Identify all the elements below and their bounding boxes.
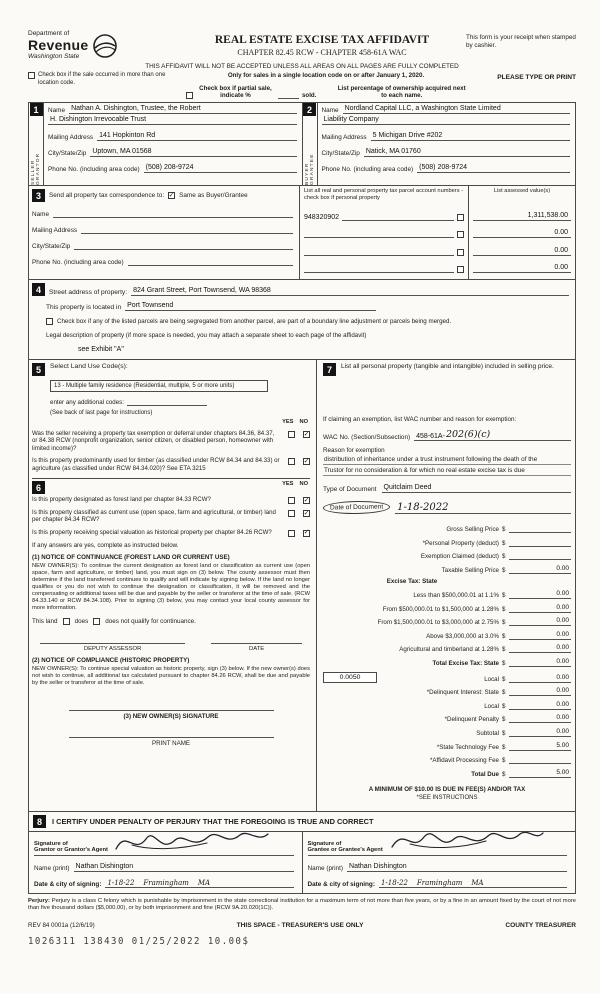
- personal-property-checkbox-2[interactable]: [457, 231, 464, 238]
- minimum-due-note: A MINIMUM OF $10.00 IS DUE IN FEE(S) AND/OR TAX: [368, 785, 526, 793]
- tax-correspondence-section: [29, 186, 575, 280]
- personal-property-title: List all personal property (tangible and intangible) included in selling price.: [341, 363, 554, 370]
- treasurer-space-label: THIS SPACE - TREASURER'S USE ONLY: [236, 922, 364, 929]
- form-body: [28, 102, 576, 894]
- assessed-value-2[interactable]: 0.00: [473, 229, 571, 238]
- wac-number-printed: 458-61A-: [416, 433, 445, 440]
- q1-yes-checkbox[interactable]: [288, 431, 295, 438]
- segregated-checkbox[interactable]: [46, 318, 53, 325]
- signature-of-label: Signature of: [34, 840, 68, 847]
- exemption-deferral-question: Was the seller receiving a property tax exemption or deferral under chapters 84.36, 84.37, or 84.38 RCW (nonprofit organization, senior citizen, or disabled person, homeowner with limited income)?: [32, 430, 275, 452]
- personal-property-checkbox-1[interactable]: [457, 214, 464, 221]
- check-icon: ✓: [303, 430, 310, 438]
- send-correspondence-label: Send all property tax correspondence to:: [49, 192, 165, 199]
- only-note: Only for sales in a single location code on or after January 1, 2020.: [227, 72, 425, 79]
- date-of-document-field[interactable]: 1-18-2022: [395, 502, 571, 514]
- affidavit-processing-fee-label: *Affidavit Processing Fee: [429, 757, 499, 765]
- assessed-value-1[interactable]: 1,311,538.00: [473, 212, 571, 221]
- delinquent-interest-local-field[interactable]: 0.00: [509, 701, 571, 710]
- legal-description-label: Legal description of property (if more space is needed, you may attach a separate sheet to each page of the affidavit): [46, 332, 367, 339]
- same-as-buyer-checkbox[interactable]: [168, 192, 175, 199]
- delinquent-interest-state-label: *Delinquent Interest: State: [426, 689, 499, 697]
- type-of-document-field[interactable]: Quitclaim Deed: [382, 484, 571, 493]
- seller-vertical-label: SELLER: [31, 159, 36, 185]
- tier1-field[interactable]: 0.00: [509, 590, 571, 599]
- seller-csz-field[interactable]: Uptown, MA 01568: [90, 148, 296, 157]
- delinquent-penalty-field[interactable]: 0.00: [509, 714, 571, 723]
- seller-phone-field[interactable]: (508) 208-9724: [144, 164, 297, 173]
- historic-yes-checkbox[interactable]: [288, 530, 295, 537]
- dollar-sign: $: [502, 553, 506, 561]
- gross-selling-price-label: Gross Selling Price: [446, 526, 499, 533]
- subtotal-field[interactable]: 0.00: [509, 728, 571, 737]
- designation-section: [32, 478, 310, 747]
- perjury-body: Perjury is a class C felony which is punishable by imprisonment in the state correctional institution for a maximum term of not more than five years, or by a fine in an amount fixed by the court of not more than five thousand dollars ($5,000.00), or by both imprisonment and fine (RCW 9A.20.020(1C)).: [28, 898, 576, 911]
- perjury-notice: [28, 898, 576, 912]
- seller-mailing-label: Mailing Address: [48, 134, 94, 141]
- cashier-stamp: 1026311 138430 01/25/2022 10.00$: [28, 936, 250, 948]
- check-icon: ✓: [303, 457, 310, 465]
- dept-state: Washington State: [28, 53, 80, 60]
- exemption-claimed-label: Exemption Claimed (deduct): [420, 553, 499, 561]
- parcel-line-1[interactable]: [342, 212, 454, 221]
- form-chapter: CHAPTER 82.45 RCW - CHAPTER 458-61A WAC: [237, 48, 407, 57]
- grantee-name-print-field[interactable]: Nathan Dishington: [347, 863, 567, 872]
- deputy-assessor-label: DEPUTY ASSESSOR: [40, 643, 185, 652]
- street-address-field[interactable]: 824 Grant Street, Port Townsend, WA 98368: [131, 287, 569, 296]
- delinquent-penalty-label: *Delinquent Penalty: [444, 716, 499, 724]
- dollar-sign: $: [502, 566, 506, 574]
- q2-yes-checkbox[interactable]: [288, 458, 295, 465]
- partial-sale-percent-field[interactable]: [278, 92, 299, 99]
- tier4-field[interactable]: 0.00: [509, 631, 571, 640]
- partial-sale-label: Check box if partial sale, indicate %: [199, 85, 272, 99]
- rev-form-number: REV 84 0001a (12/6/19): [28, 922, 95, 929]
- state-technology-fee-field[interactable]: 5.00: [509, 742, 571, 751]
- located-in-field[interactable]: Port Townsend: [125, 302, 376, 311]
- total-due-field[interactable]: 5.00: [509, 769, 571, 778]
- this-land-label: This land: [32, 617, 58, 625]
- parcel-numbers-header: List all real and personal property tax parcel account numbers - check box if personal property: [304, 188, 464, 201]
- buyer-section: [303, 103, 576, 185]
- buyer-mailing-field[interactable]: 5 Michigan Drive #202: [371, 132, 570, 141]
- form-title: REAL ESTATE EXCISE TAX AFFIDAVIT: [214, 34, 430, 46]
- buyer-csz-label: City/State/Zip: [321, 150, 360, 157]
- personal-property-column: [317, 360, 575, 811]
- check-icon: ✓: [303, 529, 310, 537]
- no-header: NO: [299, 419, 308, 425]
- land-use-title: Select Land Use Code(s):: [50, 363, 128, 370]
- historic-property-question: Is this property receiving special valuation as historical property per chapter 84.26 RCW?: [32, 528, 272, 536]
- see-instructions-note: *SEE INSTRUCTIONS: [416, 794, 478, 801]
- grantee-signature: [386, 825, 546, 857]
- section-3-number: 3: [32, 189, 45, 202]
- parcel-line-3[interactable]: [304, 247, 454, 256]
- additional-codes-label: enter any additional codes:: [50, 399, 124, 406]
- q2-no-checkbox[interactable]: [303, 458, 310, 465]
- delinquent-interest-local-label: Local: [484, 702, 499, 710]
- section-8-number: 8: [33, 815, 46, 828]
- same-as-buyer-label: Same as Buyer/Grantee: [179, 192, 248, 199]
- forest-yes-checkbox[interactable]: [288, 497, 295, 504]
- print-name-caption: PRINT NAME: [151, 739, 191, 747]
- new-owner-signature-caption: (3) NEW OWNER(S) SIGNATURE: [123, 712, 219, 720]
- dollar-sign: $: [502, 605, 506, 613]
- county-treasurer-label: COUNTY TREASURER: [505, 922, 576, 929]
- taxable-selling-price-label: Taxable Selling Price: [441, 566, 499, 574]
- corr-name-field[interactable]: [53, 209, 293, 218]
- assessed-value-3[interactable]: 0.00: [473, 247, 571, 256]
- subtotal-label: Subtotal: [476, 729, 499, 737]
- does-not-label: does not qualify for continuance.: [105, 617, 196, 625]
- certify-text: I CERTIFY UNDER PENALTY OF PERJURY THAT THE FOREGOING IS TRUE AND CORRECT: [52, 817, 374, 826]
- dollar-sign: $: [502, 770, 506, 778]
- tier3-field[interactable]: 0.00: [509, 617, 571, 626]
- exemption-intro: If claiming an exemption, list WAC number and reason for exemption:: [323, 416, 517, 423]
- section-7-number: 7: [323, 363, 336, 376]
- check-icon: ✓: [303, 509, 310, 517]
- notice-continuance-body: NEW OWNER(S): To continue the current designation as forest land or classification as current use (open space, farm and agriculture, or timber) land, you must sign on (3) below. The county assessor must then determine if the land transferred continues to qualify and will indicate by signing below. If the land no longer qualifies or you do not wish to continue the designation or classification, it will be removed and the compensating or additional taxes will be due and payable by the seller or transferor at the time of sale. (RCW 84.33.140 or RCW 84.34.108). Prior to signing (3) below, you may contact your local county assessor for more information.: [32, 562, 310, 611]
- timber-agriculture-question: Is this property predominantly used for timber (as classified under RCW 84.34 and 84.33) or agriculture (as classified under RCW 84.34.020)? See ETA 3215: [32, 457, 280, 472]
- personal-property-line-1[interactable]: [323, 382, 571, 391]
- pct-ownership-label: List percentage of ownership acquired next to each name.: [337, 85, 466, 99]
- dollar-sign: $: [502, 646, 506, 654]
- dollar-sign: $: [502, 539, 506, 547]
- legal-description-value[interactable]: see Exhibit "A": [78, 346, 124, 353]
- tier2-label: From $500,000.01 to $1,500,000 at 1.28%: [382, 605, 499, 613]
- seller-section: [29, 103, 303, 185]
- located-in-label: This property is located in: [46, 304, 122, 311]
- see-back-note: (See back of last page for instructions): [50, 410, 153, 416]
- corr-mailing-label: Mailing Address: [32, 227, 78, 234]
- corr-csz-field[interactable]: [74, 241, 293, 250]
- does-checkbox[interactable]: [63, 618, 70, 625]
- form-header: [28, 30, 576, 60]
- property-address-section: [29, 280, 575, 360]
- new-owner-signature-line[interactable]: [69, 701, 274, 711]
- does-not-checkbox[interactable]: [93, 618, 100, 625]
- total-due-label: Total Due: [471, 770, 499, 778]
- section-4-number: 4: [32, 283, 45, 296]
- current-use-yes-checkbox[interactable]: [288, 510, 295, 517]
- section-1-number: 1: [30, 103, 43, 116]
- tier1-label: Less than $500,000.01 at 1.1%: [413, 591, 499, 599]
- type-of-document-label: Type of Document: [323, 486, 377, 493]
- dollar-sign: $: [502, 689, 506, 697]
- dollar-sign: $: [502, 743, 506, 751]
- land-use-code-select[interactable]: 13 - Multiple family residence (Residential, multiple, 5 or more units): [50, 380, 268, 392]
- seller-name-field[interactable]: Nathan A. Dishington, Trustee, the Robert: [69, 105, 296, 114]
- dept-name: Revenue: [28, 37, 89, 53]
- grantor-agent-label: Grantor or Grantor's Agent: [34, 847, 108, 854]
- buyer-phone-label: Phone No. (including area code): [321, 166, 414, 173]
- notice-continuance-title: (1) NOTICE OF CONTINUANCE (FOREST LAND OR CURRENT USE): [32, 553, 230, 561]
- no-header: NO: [299, 481, 308, 488]
- personal-property-checkbox-3[interactable]: [457, 249, 464, 256]
- dept-small-text: Department of: [28, 30, 70, 37]
- grantee-signature-block: [303, 832, 576, 893]
- corr-phone-label: Phone No. (including area code): [32, 259, 124, 266]
- dollar-sign: $: [502, 716, 506, 724]
- land-use-column: [29, 360, 317, 811]
- gross-selling-price-field[interactable]: [509, 524, 571, 533]
- signature-of-label: Signature of: [307, 840, 342, 847]
- seller-name-label: Name: [48, 107, 66, 114]
- local-tax-label: Local: [484, 675, 499, 683]
- agricultural-label: Agricultural and timberland at 1.28%: [399, 646, 499, 654]
- seller-mailing-field[interactable]: 141 Hopkinton Rd: [97, 132, 296, 141]
- tier4-label: Above $3,000,000 at 3.0%: [426, 632, 499, 640]
- assessed-value-4[interactable]: 0.00: [473, 264, 571, 273]
- grantee-date-city-label: Date & city of signing:: [307, 881, 375, 888]
- assessed-values-header: List assessed value(s): [493, 188, 551, 194]
- yes-header: YES: [282, 481, 294, 488]
- buyer-name-field-line2[interactable]: Liability Company: [322, 116, 571, 125]
- partial-sale-sold-label: sold.: [301, 92, 317, 99]
- total-excise-state-field[interactable]: 0.00: [509, 658, 571, 667]
- grantee-date-city-field[interactable]: 1-18-22 Framingham MA: [379, 879, 567, 888]
- section-6-number: 6: [32, 481, 45, 494]
- personal-property-deduct-label: *Personal Property (deduct): [422, 539, 499, 547]
- dollar-sign: $: [502, 632, 506, 640]
- grantor-vertical-label: GRANTOR: [36, 152, 41, 185]
- tier2-field[interactable]: 0.00: [509, 604, 571, 613]
- seller-phone-label: Phone No. (including area code): [48, 166, 140, 173]
- check-icon: ✓: [168, 191, 175, 199]
- seller-csz-label: City/State/Zip: [48, 150, 87, 157]
- buyer-mailing-label: Mailing Address: [321, 134, 367, 141]
- print-name-line[interactable]: [69, 728, 274, 738]
- notice-compliance-body: NEW OWNER(S): To continue special valuation as historic property, sign (3) below. If the new owner(s) does not wish to continue, all additional tax calculated pursuant to chapter 84.26 RCW, shall be due and payable by the seller or transferor at the time of sale.: [32, 665, 310, 686]
- dollar-sign: $: [502, 757, 506, 765]
- forest-no-checkbox[interactable]: [303, 497, 310, 504]
- parcel-number-value[interactable]: 948320902: [304, 213, 340, 221]
- answers-yes-note: If any answers are yes, complete as instructed below.: [32, 541, 179, 549]
- deputy-date-label: DATE: [211, 643, 302, 652]
- personal-property-deduct-field[interactable]: [509, 538, 571, 547]
- notice-compliance-title: (2) NOTICE OF COMPLIANCE (HISTORIC PROPERTY): [32, 656, 190, 664]
- taxable-selling-price-field[interactable]: 0.00: [509, 565, 571, 574]
- grantor-date-city-field[interactable]: 1-18-22 Framingham MA: [105, 879, 293, 888]
- corr-mailing-field[interactable]: [81, 225, 293, 234]
- agricultural-field[interactable]: 0.00: [509, 644, 571, 653]
- dollar-sign: $: [502, 619, 506, 627]
- corr-name-label: Name: [32, 211, 50, 218]
- parcel-line-4[interactable]: [304, 264, 454, 273]
- buyer-csz-field[interactable]: Natick, MA 01760: [364, 148, 570, 157]
- historic-no-checkbox[interactable]: [303, 530, 310, 537]
- total-excise-state-label: Total Excise Tax: State: [432, 659, 499, 667]
- reason-line-2[interactable]: Trustor for no consideration & for which no real estate excise tax is due: [323, 465, 571, 476]
- grantor-signature-block: [29, 832, 303, 893]
- dollar-sign: $: [502, 702, 506, 710]
- local-tax-field[interactable]: 0.00: [509, 674, 571, 683]
- perjury-lead: Perjury:: [28, 898, 50, 904]
- grantor-signature: [112, 825, 272, 857]
- additional-codes-field[interactable]: [127, 398, 207, 406]
- wac-number-handwritten: 202(6)(c): [445, 429, 491, 440]
- local-rate-field[interactable]: 0.0050: [323, 672, 377, 683]
- current-use-no-checkbox[interactable]: [303, 510, 310, 517]
- corr-csz-label: City/State/Zip: [32, 243, 71, 250]
- affidavit-processing-fee-field[interactable]: [509, 755, 571, 764]
- warning-text: THIS AFFIDAVIT WILL NOT BE ACCEPTED UNLESS ALL AREAS ON ALL PAGES ARE FULLY COMPLETED: [145, 63, 459, 70]
- grantor-name-print-label: Name (print): [34, 865, 70, 872]
- state-technology-fee-label: *State Technology Fee: [436, 743, 499, 751]
- delinquent-interest-state-field[interactable]: 0.00: [509, 687, 571, 696]
- buyer-name-field[interactable]: Nordland Capital LLC, a Washington State Limited: [343, 105, 570, 114]
- dollar-sign: $: [502, 659, 506, 667]
- section-5-number: 5: [32, 363, 45, 376]
- segregated-label: Check box if any of the listed parcels are being segregated from another parcel, are part of a boundary line adjustment or parcels being merged.: [57, 318, 452, 325]
- dollar-sign: $: [502, 526, 506, 533]
- personal-property-line-2[interactable]: [323, 397, 571, 406]
- date-of-document-label: Date of Document: [323, 500, 390, 514]
- excise-tax-state-header: Excise Tax: State: [386, 578, 438, 586]
- grantor-name-print-field[interactable]: Nathan Dishington: [74, 863, 294, 872]
- dollar-sign: $: [502, 591, 506, 599]
- reason-exemption-label: Reason for exemption: [323, 447, 385, 454]
- wac-number-field[interactable]: [414, 429, 571, 441]
- dollar-sign: $: [502, 675, 506, 683]
- q1-no-checkbox[interactable]: [303, 431, 310, 438]
- check-icon: ✓: [303, 496, 310, 504]
- grantee-agent-label: Grantee or Grantee's Agent: [307, 847, 383, 854]
- reason-line-1[interactable]: distribution of inheritance under a trust instrument following the death of the: [323, 454, 571, 465]
- please-type-label: PLEASE TYPE OR PRINT: [497, 74, 576, 81]
- buyer-phone-field[interactable]: (508) 208-9724: [417, 164, 570, 173]
- forest-land-question: Is this property designated as forest land per chapter 84.33 RCW?: [32, 496, 211, 504]
- dept-of-revenue-block: [28, 30, 178, 60]
- partial-sale-checkbox[interactable]: [186, 92, 193, 99]
- buyer-name-label: Name: [321, 107, 339, 114]
- buyer-vertical-label: BUYER: [304, 162, 310, 185]
- grantee-vertical-label: GRANTEE: [309, 153, 315, 185]
- revenue-logo-icon: [92, 33, 118, 59]
- does-label: does: [74, 617, 89, 625]
- street-address-label: Street address of property:: [49, 289, 128, 296]
- seller-name-field-line2[interactable]: H. Dishington Irrevocable Trust: [48, 116, 297, 125]
- yes-header: YES: [282, 419, 294, 425]
- grantor-date-city-label: Date & city of signing:: [34, 881, 102, 888]
- wac-number-label: WAC No. (Section/Subsection): [323, 434, 411, 441]
- personal-property-checkbox-4[interactable]: [457, 266, 464, 273]
- section-2-number: 2: [303, 103, 316, 116]
- grantee-name-print-label: Name (print): [307, 865, 344, 872]
- receipt-note: This form is your receipt when stamped by cashier.: [466, 34, 576, 49]
- multi-location-label: Check box if the sale occurred in more than one location code.: [38, 72, 166, 86]
- exemption-claimed-field[interactable]: [509, 551, 571, 560]
- dollar-sign: $: [502, 729, 506, 737]
- parcel-line-2[interactable]: [304, 229, 454, 238]
- multi-location-checkbox[interactable]: [28, 72, 35, 79]
- tier3-label: From $1,500,000.01 to $3,000,000 at 2.75%: [377, 619, 499, 627]
- current-use-question: Is this property classified as current use (open space, farm and agricultural, or timber) land per chapter 84.34 RCW?: [32, 509, 276, 524]
- tax-computation: [323, 524, 571, 801]
- corr-phone-field[interactable]: [128, 257, 293, 266]
